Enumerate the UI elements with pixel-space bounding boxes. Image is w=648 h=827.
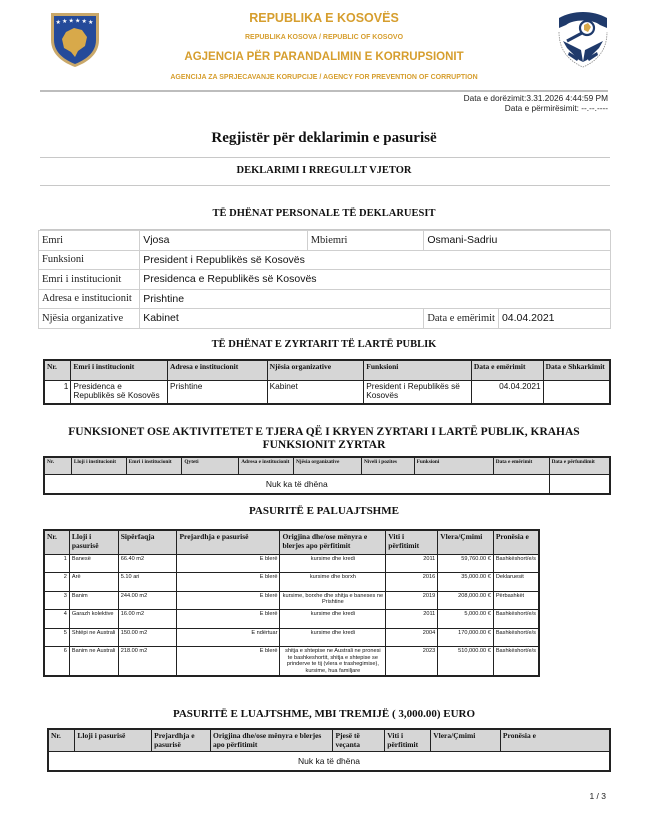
cell-origin: E ndërtuar — [177, 628, 280, 647]
cell-nr: 6 — [44, 647, 69, 677]
column-header: Nr. — [48, 729, 75, 751]
cell-nr: 3 — [44, 591, 69, 610]
cell-value: 35,000.00 € — [438, 573, 494, 592]
cell-ownership: Bashkëshort/e/s — [493, 610, 539, 629]
column-header: Emri i institucionit — [71, 360, 168, 380]
cell-appointment-date: 04.04.2021 — [471, 380, 543, 404]
column-header: Prejardhja e pasurisë — [177, 530, 280, 554]
cell-area: 5.10 ari — [118, 573, 177, 592]
first-name-label: Emri — [39, 231, 140, 251]
column-header: Data e emërimit — [471, 360, 543, 380]
cell-year: 2004 — [386, 628, 438, 647]
column-header: Vlera/Çmimi — [438, 530, 494, 554]
cell-year: 2023 — [386, 647, 438, 677]
column-header: Origjina dhe/ose mënyra e blerjes apo përfitimit — [280, 530, 386, 554]
cell-ownership: Bashkëshort/e/s — [493, 554, 539, 573]
personal-data-table — [38, 230, 611, 329]
column-header: Pronësia e — [493, 530, 539, 554]
column-header: Nr. — [44, 530, 69, 554]
cell-acquisition-method: kursime dhe kredi — [280, 628, 386, 647]
table-row — [44, 573, 539, 592]
cell-institution: Presidenca e Republikës së Kosovës — [71, 380, 168, 404]
declaration-type: DEKLARIMI I RREGULLT VJETOR — [236, 165, 412, 176]
institution-label: Emri i institucionit — [39, 270, 140, 290]
svg-text:★: ★ — [68, 17, 74, 25]
modification-date: Data e përmirësimit: --.--.---- — [504, 103, 608, 113]
header-republic-translations: REPUBLIKA KOSOVA / REPUBLIC OF KOSOVO — [244, 34, 404, 41]
cell-area: 244.00 m2 — [118, 591, 177, 610]
function-value: President i Republikës së Kosovës — [140, 250, 611, 270]
cell-nr: 1 — [44, 380, 71, 404]
cell-type: Garazh kolektive — [69, 610, 118, 629]
column-header: Niveli i pozites — [361, 457, 414, 474]
address-label: Adresa e institucionit — [39, 289, 140, 309]
empty-message: Nuk ka të dhëna — [44, 474, 549, 494]
table-header-row — [44, 360, 610, 380]
cell-year: 2019 — [386, 591, 438, 610]
header-agency-translations: AGENCIJA ZA SPRJECAVANJE KORUPCIJE / AGENCY FOR PREVENTION OF CORRUPTION — [170, 74, 478, 81]
cell-origin: E blerë — [177, 647, 280, 677]
column-header: Qyteti — [182, 457, 239, 474]
table-row — [44, 610, 539, 629]
table-row — [44, 554, 539, 573]
table-row — [44, 628, 539, 647]
agency-emblem-icon — [553, 8, 613, 70]
official-table — [43, 359, 611, 405]
column-header: Lloji i pasurisë — [75, 729, 152, 751]
divider — [40, 157, 610, 158]
header-divider — [40, 90, 608, 92]
column-header: Njësia organizative — [267, 360, 364, 380]
cell-unit: Kabinet — [267, 380, 364, 404]
immovable-section-title: PASURITË E PALUAJTSHME — [249, 505, 399, 517]
first-name-value: Vjosa — [140, 231, 307, 251]
cell-origin: E blerë — [177, 554, 280, 573]
table-row — [44, 380, 610, 404]
svg-text:★: ★ — [81, 18, 87, 25]
column-header: Njësia organizative — [293, 457, 361, 474]
cell-type: Arë — [69, 573, 118, 592]
cell-year: 2016 — [386, 573, 438, 592]
column-header: Emri i institucionit — [126, 457, 182, 474]
cell-acquisition-method: shitja e shtepise ne Australi ne pronesi te bashkeshortit, shitja e shtepise se prinderve te tij (vlera e trashegimise), kursime, hua familjare — [280, 647, 386, 677]
cell-value: 59,760.00 € — [438, 554, 494, 573]
cell-origin: E blerë — [177, 591, 280, 610]
cell-acquisition-method: kursime dhe borxh — [280, 573, 386, 592]
column-header: Nr. — [44, 360, 71, 380]
cell-ownership: Bashkëshort/e/s — [493, 647, 539, 677]
column-header: Vlera/Çmimi — [431, 729, 501, 751]
page-number: 1 / 3 — [589, 791, 606, 801]
column-header: Pronësia e — [500, 729, 610, 751]
appointment-date-label: Data e emërimit — [424, 309, 499, 329]
column-header: Sipërfaqja — [118, 530, 177, 554]
table-row-empty — [48, 751, 610, 771]
empty-message: Nuk ka të dhëna — [48, 751, 610, 771]
column-header: Viti i përfitimit — [386, 530, 438, 554]
svg-text:★: ★ — [75, 17, 81, 25]
cell-address: Prishtine — [168, 380, 268, 404]
column-header: Viti i përfitimit — [385, 729, 431, 751]
column-header: Data e emërimit — [493, 457, 549, 474]
column-header: Origjina dhe/ose mënyra e blerjes apo përfitimit — [211, 729, 333, 751]
divider — [40, 185, 610, 186]
column-header: Nr. — [44, 457, 71, 474]
unit-label: Njësia organizative — [39, 309, 140, 329]
movable-assets-table — [47, 728, 611, 772]
cell-origin: E blerë — [177, 573, 280, 592]
column-header: Pjesë të veçanta — [333, 729, 385, 751]
immovable-assets-table — [43, 529, 540, 677]
cell-ownership: Bashkëshort/e/s — [493, 628, 539, 647]
last-name-label: Mbiemri — [307, 231, 424, 251]
cell-value: 170,000.00 € — [438, 628, 494, 647]
submission-dates — [464, 93, 608, 113]
cell-acquisition-method: kursime dhe kredi — [280, 610, 386, 629]
cell-empty — [549, 474, 610, 494]
institution-value: Presidenca e Republikës së Kosovës — [140, 270, 611, 290]
column-header: Funksioni — [414, 457, 493, 474]
cell-year: 2011 — [386, 610, 438, 629]
table-header-row — [44, 457, 610, 474]
cell-acquisition-method: kursime dhe kredi — [280, 554, 386, 573]
cell-type: Banesë — [69, 554, 118, 573]
other-functions-table — [43, 456, 611, 495]
svg-text:★: ★ — [88, 19, 94, 26]
table-header-row — [44, 530, 539, 554]
cell-nr: 1 — [44, 554, 69, 573]
cell-area: 16.00 m2 — [118, 610, 177, 629]
other-functions-section-title: FUNKSIONET OSE AKTIVITETET E TJERA QË I KRYEN ZYRTARI I LARTË PUBLIK, KRAHAS FUNKSIONIT ZYRTAR — [68, 426, 580, 451]
cell-origin: E blerë — [177, 610, 280, 629]
column-header: Data e përfundimit — [549, 457, 610, 474]
unit-value: Kabinet — [140, 309, 424, 329]
cell-nr: 4 — [44, 610, 69, 629]
last-name-value: Osmani-Sadriu — [424, 231, 611, 251]
cell-area: 218.00 m2 — [118, 647, 177, 677]
cell-area: 66.40 m2 — [118, 554, 177, 573]
column-header: Adresa e institucionit — [239, 457, 294, 474]
table-row — [44, 647, 539, 677]
column-header: Adresa e institucionit — [168, 360, 268, 380]
column-header: Lloji i institucionit — [71, 457, 126, 474]
document-header — [0, 0, 648, 92]
column-header: Data e Shkarkimit — [543, 360, 610, 380]
address-value: Prishtine — [140, 289, 611, 309]
cell-type: Banim ne Australi — [69, 647, 118, 677]
cell-type: Banim — [69, 591, 118, 610]
personal-section-title: TË DHËNAT PERSONALE TË DEKLARUESIT — [212, 208, 436, 219]
cell-nr: 5 — [44, 628, 69, 647]
table-row-empty — [44, 474, 610, 494]
cell-dismissal-date — [543, 380, 610, 404]
table-header-row — [48, 729, 610, 751]
cell-year: 2011 — [386, 554, 438, 573]
page-title: Regjistër për deklarimin e pasurisë — [211, 130, 437, 146]
function-label: Funksioni — [39, 250, 140, 270]
cell-function: President i Republikës së Kosovës — [364, 380, 472, 404]
cell-area: 150.00 m2 — [118, 628, 177, 647]
kosovo-coat-of-arms-icon — [48, 10, 102, 68]
submission-date: Data e dorëzimit:3.31.2026 4:44:59 PM — [463, 93, 608, 103]
svg-text:★: ★ — [55, 19, 61, 26]
cell-nr: 2 — [44, 573, 69, 592]
column-header: Lloji i pasurisë — [69, 530, 118, 554]
cell-value: 510,000.00 € — [438, 647, 494, 677]
column-header: Prejardhja e pasurisë — [152, 729, 211, 751]
table-row — [44, 591, 539, 610]
movable-section-title: PASURITË E LUAJTSHME, MBI TREMIJË ( 3,000.00) EURO — [172, 708, 476, 720]
svg-text:★: ★ — [62, 18, 68, 25]
column-header: Funksioni — [364, 360, 472, 380]
header-agency: AGJENCIA PËR PARANDALIMIN E KORRUPSIONIT — [184, 51, 464, 63]
header-republic: REPUBLIKA E KOSOVËS — [249, 11, 399, 25]
cell-acquisition-method: kursime, borxhe dhe shitja e baneses ne Prishtine — [280, 591, 386, 610]
cell-value: 208,000.00 € — [438, 591, 494, 610]
cell-type: Shtëpi ne Australi — [69, 628, 118, 647]
cell-ownership: Përbashkët — [493, 591, 539, 610]
official-section-title: TË DHËNAT E ZYRTARIT TË LARTË PUBLIK — [211, 339, 437, 350]
cell-ownership: Deklaruesit — [493, 573, 539, 592]
appointment-date-value: 04.04.2021 — [498, 309, 610, 329]
cell-value: 5,000.00 € — [438, 610, 494, 629]
